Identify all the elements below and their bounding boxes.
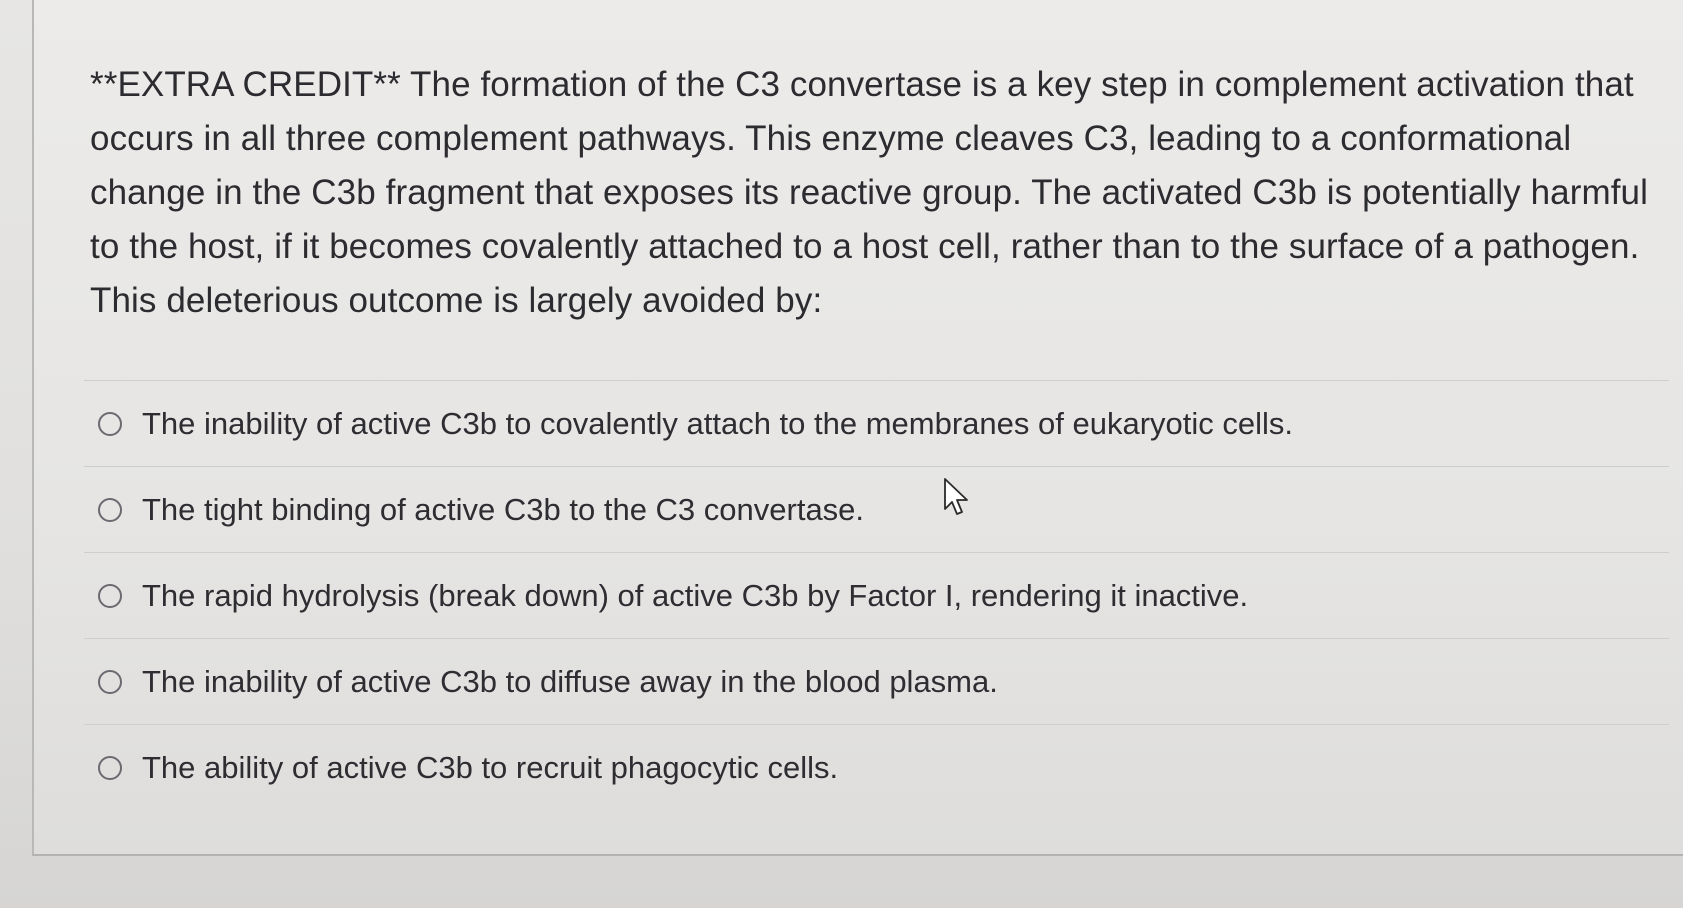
radio-button-icon[interactable] bbox=[98, 756, 122, 780]
mouse-pointer-icon bbox=[942, 477, 972, 517]
answer-option-4[interactable] bbox=[84, 638, 1669, 724]
answer-label: The tight binding of active C3b to the C3 convertase. bbox=[142, 491, 865, 527]
answer-label: The inability of active C3b to diffuse away in the blood plasma. bbox=[142, 663, 998, 699]
answer-label: The inability of active C3b to covalently attach to the membranes of eukaryotic cells. bbox=[142, 405, 1294, 441]
answer-list bbox=[84, 380, 1669, 810]
answer-label: The rapid hydrolysis (break down) of active C3b by Factor I, rendering it inactive. bbox=[142, 577, 1249, 613]
radio-button-icon[interactable] bbox=[98, 670, 122, 694]
answer-option-3[interactable] bbox=[84, 552, 1669, 638]
question-text: **EXTRA CREDIT** The formation of the C3 convertase is a key step in complement activation that occurs in all three complement pathways. This enzyme cleaves C3, leading to a conformational change in the C3b fragment that exposes its reactive group. The activated C3b is potentially harmful to the host, if it becomes covalently attached to a host cell, rather than to the surface of a pathogen. This deleterious outcome is largely avoided by: bbox=[90, 65, 1648, 320]
radio-button-icon[interactable] bbox=[98, 498, 122, 522]
answer-option-2[interactable] bbox=[84, 466, 1669, 552]
answer-option-1[interactable] bbox=[84, 380, 1669, 466]
question-card bbox=[32, 0, 1683, 856]
radio-button-icon[interactable] bbox=[98, 584, 122, 608]
answer-label: The ability of active C3b to recruit phagocytic cells. bbox=[142, 749, 839, 785]
answer-option-5[interactable] bbox=[84, 724, 1669, 810]
radio-button-icon[interactable] bbox=[98, 412, 122, 436]
